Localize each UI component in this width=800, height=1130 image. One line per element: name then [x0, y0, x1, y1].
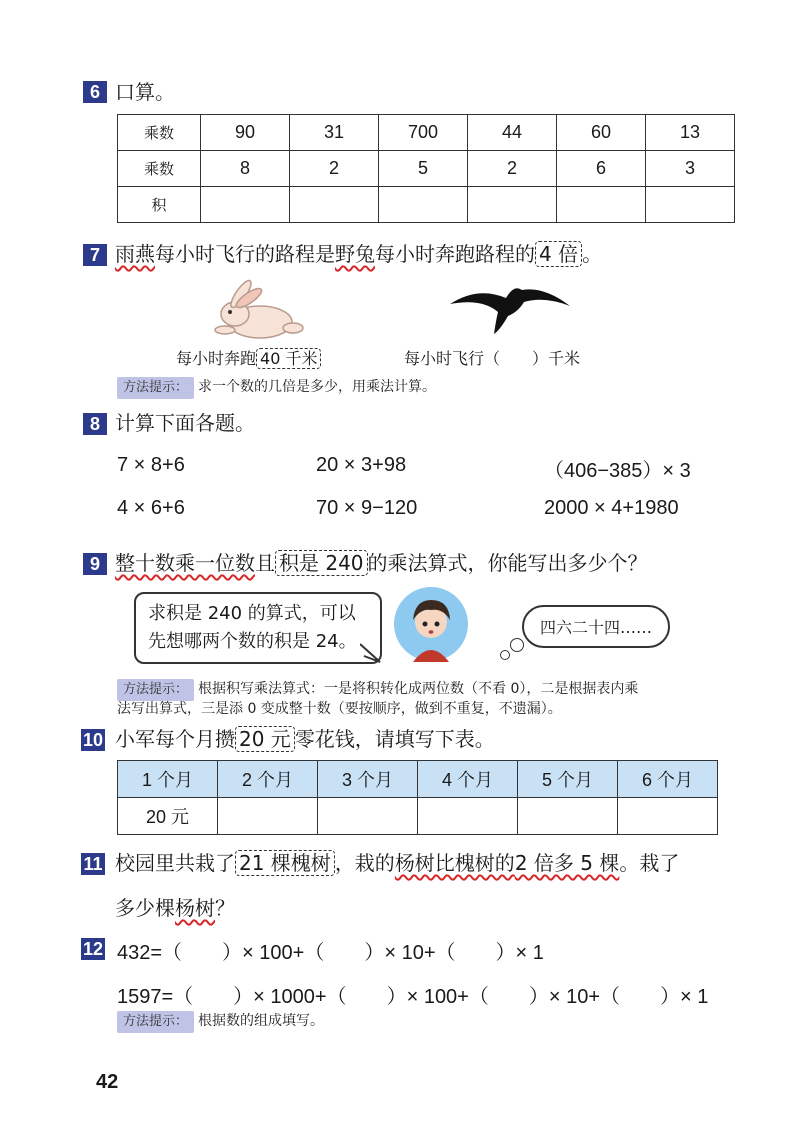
table-cell: 90: [201, 115, 290, 151]
caption-text: 每小时奔跑: [176, 349, 257, 368]
question-11-text: [115, 850, 679, 876]
table-cell: 6: [557, 151, 646, 187]
highlight-box: 积是 240: [275, 550, 368, 576]
expression: 2000 × 4+1980: [544, 497, 679, 519]
text-segment: 小军每个月攒: [115, 727, 235, 751]
text-segment: 每小时飞行的路程是: [155, 242, 335, 266]
expression: 70 × 9−120: [316, 497, 418, 519]
text-segment: 多少棵: [115, 896, 175, 920]
expression: 4 × 6+6: [117, 497, 185, 519]
column-header: 6 个月: [618, 761, 718, 798]
column-header: 3 个月: [318, 761, 418, 798]
expression: 7 × 8+6: [117, 454, 185, 476]
tip-tag: 方法提示：: [117, 1011, 194, 1033]
question-6-badge: 6: [83, 81, 107, 103]
table-cell: 2: [290, 151, 379, 187]
table-row: [118, 798, 718, 835]
table-cell: 44: [468, 115, 557, 151]
swift-illustration: [448, 282, 572, 336]
row-label: 乘数: [118, 151, 201, 187]
question-10-badge: 10: [83, 730, 104, 750]
table-row: [118, 151, 735, 187]
answer-cell[interactable]: [201, 187, 290, 223]
text-segment: 。栽了: [619, 851, 680, 875]
question-9-badge: 9: [83, 553, 107, 575]
question-8-badge: 8: [83, 413, 107, 435]
question-7-badge: 7: [83, 244, 107, 266]
tip-tag: 方法提示：: [117, 377, 194, 399]
answer-cell[interactable]: [518, 798, 618, 835]
question-7-text: [115, 241, 602, 267]
question-9-text: [115, 550, 648, 576]
text-segment: 整十数乘一位数: [115, 551, 255, 575]
question-6-title: 口算。: [115, 80, 175, 104]
text-segment: 每小时奔跑路程的: [375, 242, 535, 266]
thought-dot: [500, 650, 510, 660]
bubble-line: 求积是 240 的算式，可以: [148, 603, 356, 624]
question-8-title: 计算下面各题。: [115, 411, 255, 435]
page-number: 42: [96, 1071, 119, 1093]
question-10-table: [117, 760, 718, 835]
answer-cell[interactable]: [290, 187, 379, 223]
table-cell: 2: [468, 151, 557, 187]
table-cell: 20 元: [118, 798, 218, 835]
table-header-row: [118, 761, 718, 798]
rabbit-caption: [176, 346, 321, 369]
column-header: 1 个月: [118, 761, 218, 798]
rabbit-illustration: [205, 278, 305, 344]
table-cell: 700: [379, 115, 468, 151]
swift-caption[interactable]: 每小时飞行（ ）千米: [404, 349, 581, 368]
question-11-text-line2: [115, 895, 235, 921]
boy-avatar: [393, 586, 469, 662]
table-row: [118, 187, 735, 223]
method-tip: [117, 1011, 324, 1033]
answer-cell[interactable]: [218, 798, 318, 835]
highlight-box: 40 千米: [256, 348, 321, 369]
answer-cell[interactable]: [618, 798, 718, 835]
thought-dot: [510, 638, 524, 652]
bubble-line: 先想哪两个数的积是 24。: [148, 631, 357, 652]
thought-cloud: 四六二十四……: [522, 605, 670, 648]
column-header: 2 个月: [218, 761, 318, 798]
column-header: 4 个月: [418, 761, 518, 798]
highlight-box: 4 倍: [535, 241, 582, 267]
column-header: 5 个月: [518, 761, 618, 798]
method-tip-continued: 法写出算式，三是添 0 变成整十数（要按顺序，做到不重复，不遗漏）。: [117, 701, 562, 717]
answer-cell[interactable]: [557, 187, 646, 223]
text-segment: 野兔: [335, 242, 375, 266]
text-segment: 零花钱，请填写下表。: [294, 727, 495, 751]
text-segment: ，栽的: [334, 851, 395, 875]
speech-bubble: [134, 592, 382, 664]
answer-cell[interactable]: [646, 187, 735, 223]
question-10-text: [115, 726, 495, 752]
tip-text: 根据数的组成填写。: [198, 1013, 325, 1029]
answer-cell[interactable]: [468, 187, 557, 223]
question-6-table: [117, 114, 735, 223]
number-composition-1597[interactable]: 1597=（ ）× 1000+（ ）× 100+（ ）× 10+（ ）× 1: [117, 986, 709, 1008]
text-segment: 且: [255, 551, 275, 575]
table-cell: 31: [290, 115, 379, 151]
table-cell: 60: [557, 115, 646, 151]
method-tip: [117, 679, 638, 701]
method-tip: [117, 377, 436, 399]
bubble-tail: [360, 640, 382, 666]
tip-text: 求一个数的几倍是多少，用乘法计算。: [198, 379, 437, 395]
highlight-box: 21 棵槐树: [235, 850, 335, 876]
tip-tag: 方法提示：: [117, 679, 194, 701]
expression: 20 × 3+98: [316, 454, 407, 476]
text-segment: 杨树比槐树的: [394, 851, 515, 875]
table-cell: 13: [646, 115, 735, 151]
table-cell: 3: [646, 151, 735, 187]
row-label: 积: [118, 187, 201, 223]
text-segment: 。: [582, 242, 603, 266]
question-11-badge: 11: [81, 853, 105, 875]
text-segment: 校园里共栽了: [115, 851, 235, 875]
answer-cell[interactable]: [379, 187, 468, 223]
highlight-box: 20 元: [235, 726, 295, 752]
row-label: 乘数: [118, 115, 201, 151]
text-segment: 2 倍多 5 棵: [514, 851, 620, 875]
table-row: [118, 115, 735, 151]
text-segment: 雨燕: [115, 242, 155, 266]
table-cell: 5: [379, 151, 468, 187]
answer-cell[interactable]: [418, 798, 518, 835]
number-composition-432[interactable]: 432=（ ）× 100+（ ）× 10+（ ）× 1: [117, 942, 544, 964]
answer-cell[interactable]: [318, 798, 418, 835]
expression: （406−385）× 3: [544, 460, 691, 482]
tip-text: 根据积写乘法算式：一是将积转化成两位数（不看 0），二是根据表内乘: [198, 681, 639, 697]
text-segment: 的乘法算式，你能写出多少个？: [367, 551, 648, 575]
question-12-badge: 12: [83, 939, 104, 959]
text-segment: 杨树: [175, 896, 215, 920]
text-segment: ？: [215, 896, 235, 920]
table-cell: 8: [201, 151, 290, 187]
